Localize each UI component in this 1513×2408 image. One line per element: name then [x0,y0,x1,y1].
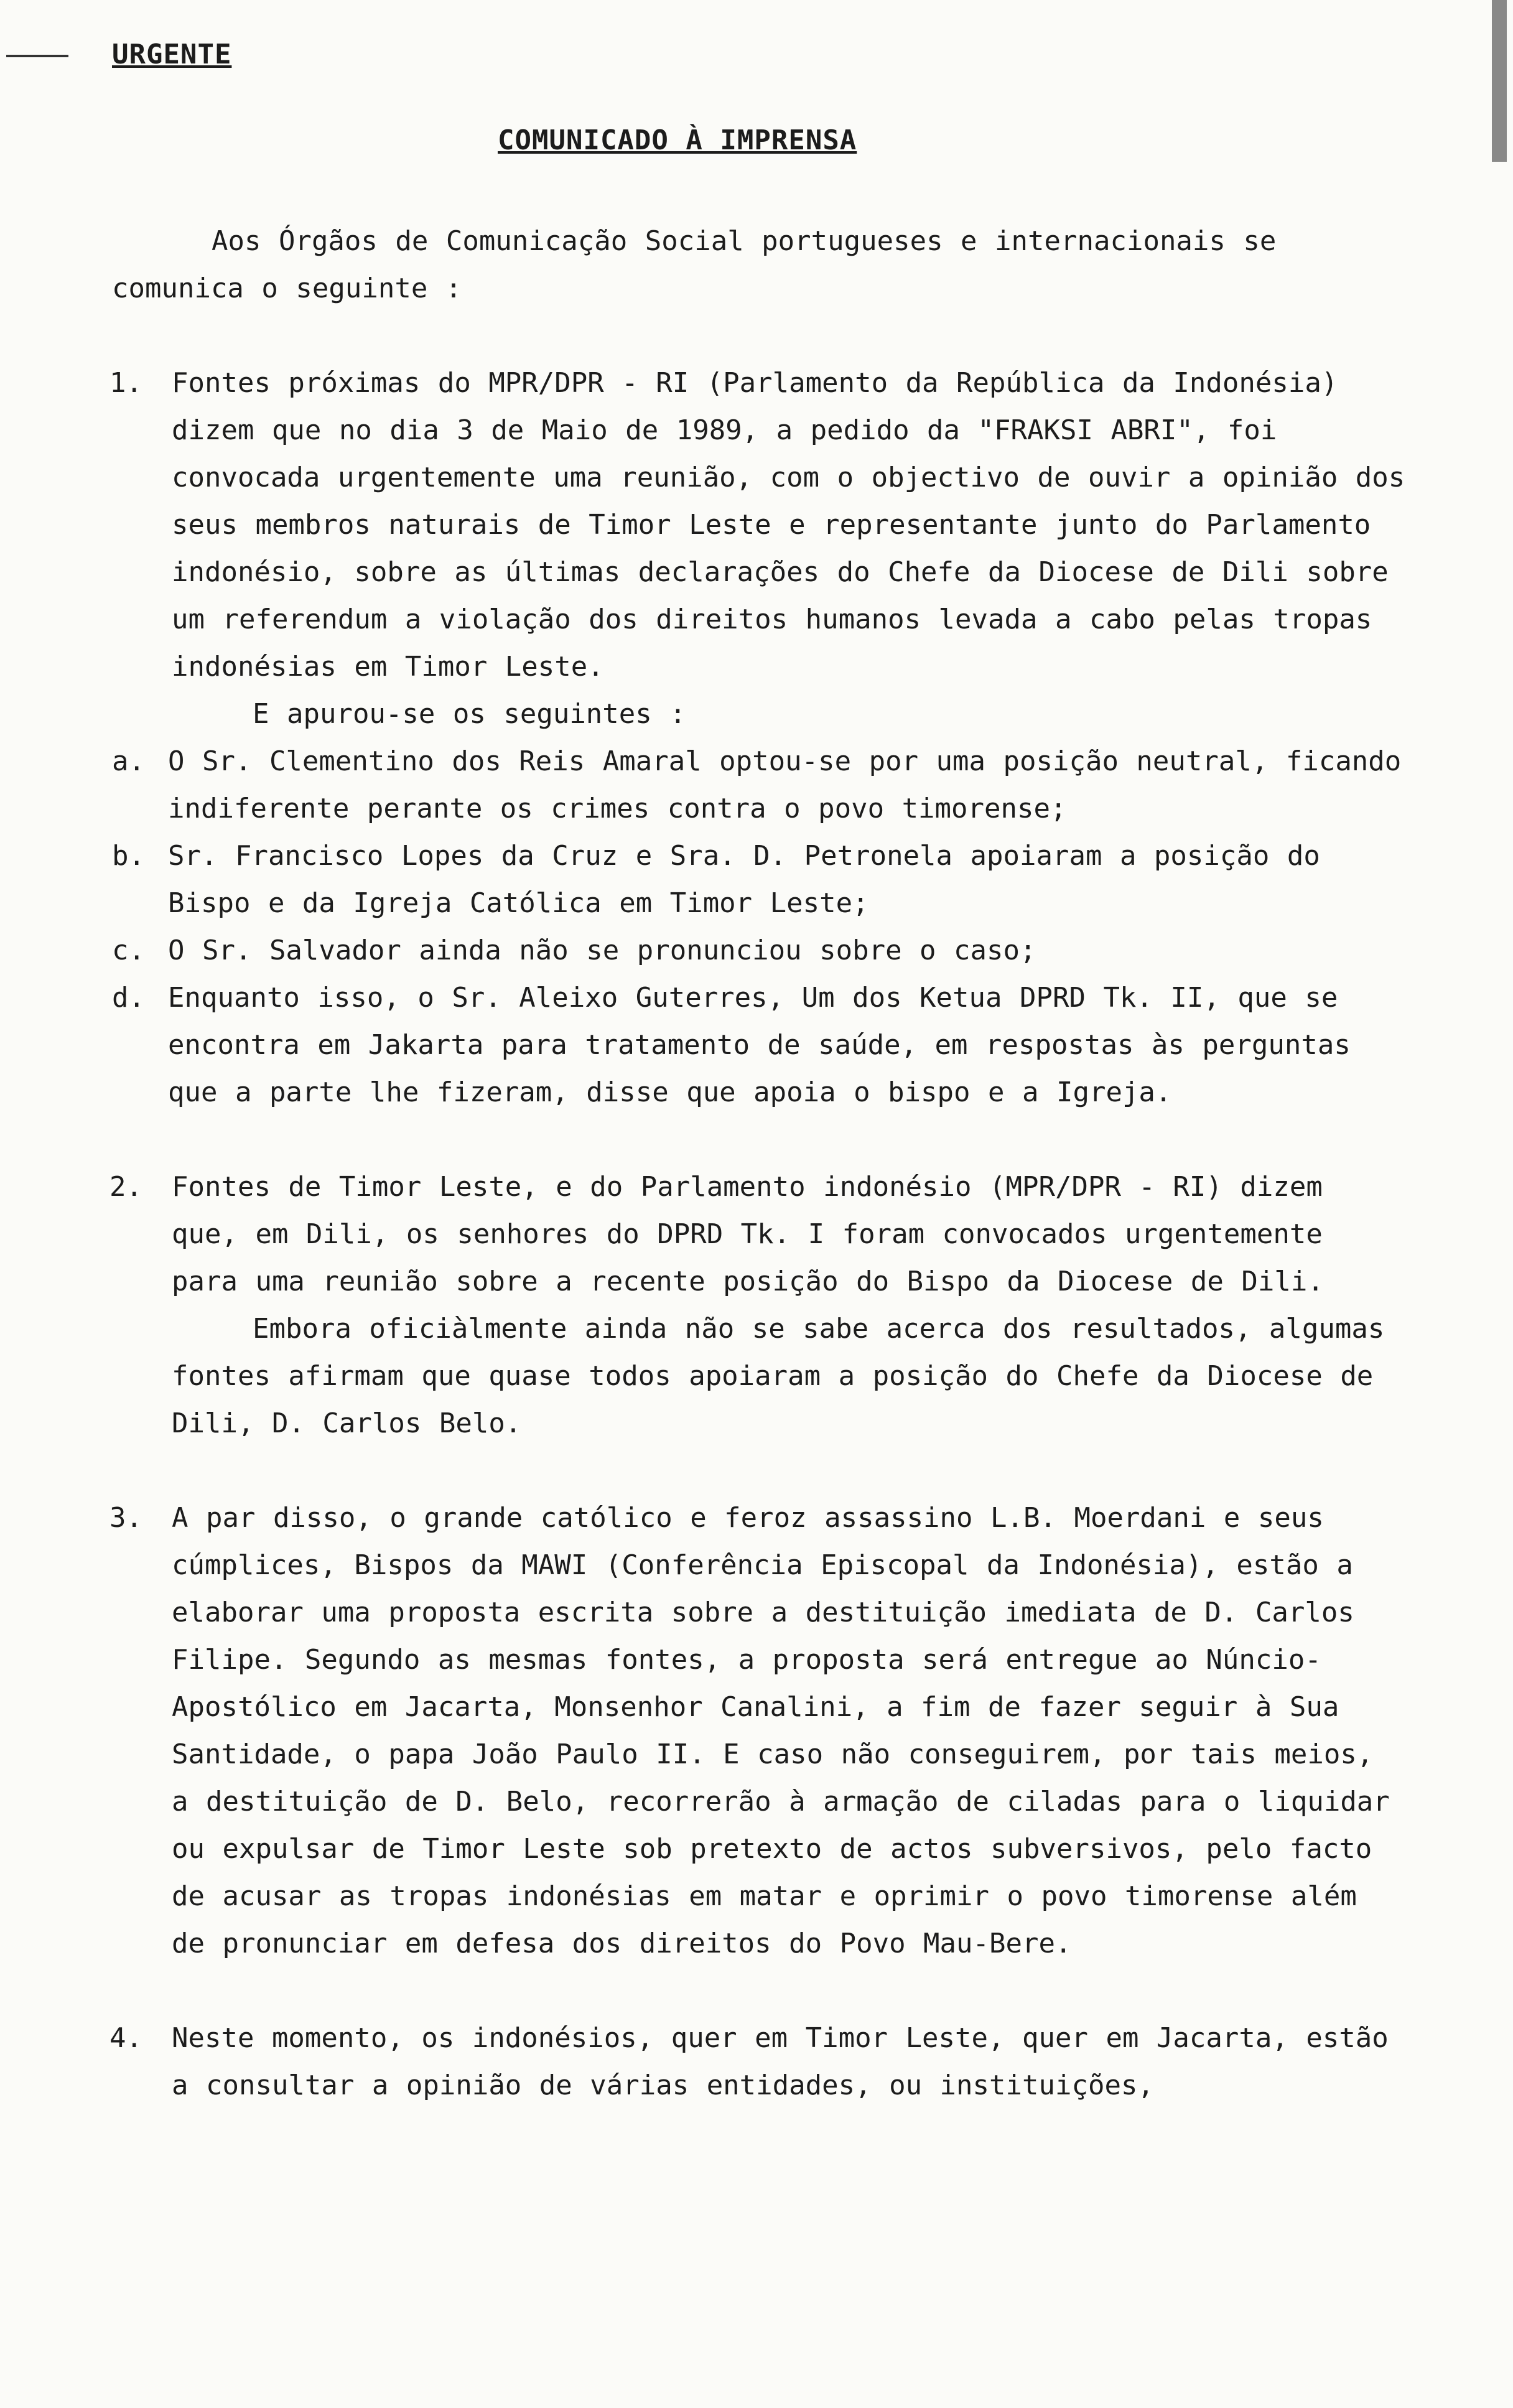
sub-item-b [112,833,1406,927]
scan-edge-shadow [1492,0,1507,162]
sub-item-d [112,974,1406,1116]
item-continuation: Embora oficiàlmente ainda não se sabe acerca dos resultados, algumas fontes afirmam que quase todos apoiaram a posição do Chefe da Diocese de Dili, D. Carlos Belo. [172,1313,1385,1439]
sub-item-text: O Sr. Salvador ainda não se pronunciou sobre o caso; [168,935,1036,966]
margin-mark [6,55,68,57]
sub-item-letter: c. [112,935,145,966]
item-text: A par disso, o grande católico e feroz assassino L.B. Moerdani e seus cúmplices, Bispos da MAWI (Conferência Episcopal da Indonésia), estão a elaborar uma proposta escrita sobre a destituição imediata de D. Carlos Filipe. Segundo as mesmas fontes, a proposta será entregue ao Núncio-Apostólico em Jacarta, Monsenhor Canalini, a fim de fazer seguir à Sua Santidade, o papa João Paulo II. E caso não conseguirem, por tais meios, a destituição de D. Belo, recorrerão à armação de ciladas para o liquidar ou expulsar de Timor Leste sob pretexto de actos subversivos, pelo facto de acusar as tropas indonésias em matar e oprimir o povo timorense além de pronunciar em defesa dos direitos do Povo Mau-Bere. [172,1502,1390,1959]
item-number: 4. [109,2022,142,2054]
sub-item-text: Enquanto isso, o Sr. Aleixo Guterres, Um dos Ketua DPRD Tk. II, que se encontra em Jakarta para tratamento de saúde, em respostas às perguntas que a parte lhe fizeram, disse que apoia o bispo e a Igreja. [168,982,1351,1108]
sub-item-letter: b. [112,840,145,872]
item-number: 1. [109,367,142,399]
list-item-2 [109,1164,1406,1447]
document-body [109,218,1406,2109]
item-number: 2. [109,1171,142,1203]
list-item-1 [109,360,1406,738]
list-item-3 [109,1495,1406,1967]
document-title: COMUNICADO À IMPRENSA [498,124,857,156]
urgent-label: URGENTE [112,39,232,70]
sub-item-letter: d. [112,982,145,1014]
sub-item-text: Sr. Francisco Lopes da Cruz e Sra. D. Petronela apoiaram a posição do Bispo e da Igreja Católica em Timor Leste; [168,840,1320,919]
greeting: Aos Órgãos de Comunicação Social portugueses e internacionais se comunica o seguinte : [112,225,1277,304]
item-number: 3. [109,1502,142,1534]
sub-item-a [112,738,1406,833]
sub-item-letter: a. [112,745,145,777]
item-text: Fontes próximas do MPR/DPR - RI (Parlamento da República da Indonésia) dizem que no dia 3 de Maio de 1989, a pedido da "FRAKSI ABRI", foi convocada urgentemente uma reunião, com o objectivo de ouvir a opinião dos seus membros naturais de Timor Leste e representante junto do Parlamento indonésio, sobre as últimas declarações do Chefe da Diocese de Dili sobre um referendum a violação dos direitos humanos levada a cabo pelas tropas indonésias em Timor Leste. [172,367,1405,683]
item-lead: E apurou-se os seguintes : [253,698,686,730]
item-text: Fontes de Timor Leste, e do Parlamento indonésio (MPR/DPR - RI) dizem que, em Dili, os senhores do DPRD Tk. I foram convocados urgentemente para uma reunião sobre a recente posição do Bispo da Diocese de Dili. [172,1171,1324,1297]
item-text: Neste momento, os indonésios, quer em Timor Leste, quer em Jacarta, estão a consultar a opinião de várias entidades, ou instituições, [172,2022,1389,2101]
sub-item-text: O Sr. Clementino dos Reis Amaral optou-se por uma posição neutral, ficando indiferente perante os crimes contra o povo timorense; [168,745,1402,824]
sub-item-c [112,927,1406,974]
list-item-4 [109,2015,1406,2109]
